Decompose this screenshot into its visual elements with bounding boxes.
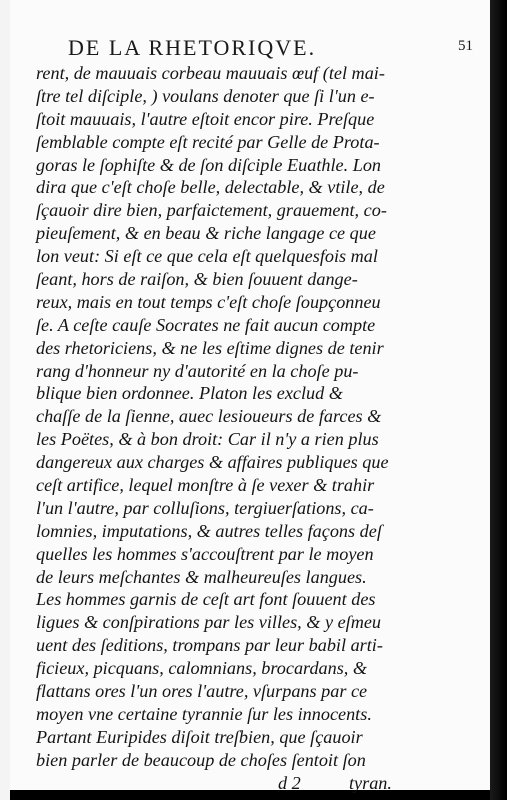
page-header bbox=[10, 35, 490, 63]
text-line: ſemblable compte eſt recité par Gelle de Prota- bbox=[36, 131, 380, 152]
text-line: pieuſement, & en beau & riche langage ce que bbox=[36, 223, 376, 244]
text-line: de leurs meſchantes & malheureuſes langues. bbox=[36, 566, 367, 587]
page-gutter bbox=[0, 0, 10, 800]
page-number: 51 bbox=[458, 38, 473, 54]
text-line: les Poëtes, & à bon droit: Car il n'y a rien plus bbox=[36, 429, 379, 450]
text-line: quelles les hommes s'accouſtrent par le moyen bbox=[36, 543, 374, 564]
text-line: Partant Euripides diſoit treſbien, que ſçauoir bbox=[36, 726, 363, 747]
running-title: DE LA RHETORIQVE. bbox=[68, 35, 317, 60]
text-line: chaſſe de la ſienne, auec lesioueurs de farces & bbox=[36, 406, 382, 427]
text-line: ſe. A ceſte cauſe Socrates ne fait aucun compte bbox=[36, 314, 376, 335]
text-line: goras le ſophiſte & de ſon diſciple Euathle. Lon bbox=[36, 154, 382, 175]
text-line: l'un l'autre, par colluſions, tergiuerſations, ca- bbox=[36, 497, 374, 518]
text-line: ſçauoir dire bien, parfaictement, grauement, co- bbox=[36, 200, 387, 221]
text-line: des rhetoriciens, & ne les eſtime dignes de tenir bbox=[36, 337, 384, 358]
body-text bbox=[36, 62, 486, 795]
text-line: dangereux aux charges & affaires publiques que bbox=[36, 452, 389, 473]
text-line: blique bien ordonnee. Platon les exclud & bbox=[36, 383, 343, 404]
signature-mark: d 2 bbox=[278, 772, 301, 793]
text-line: flattans ores l'un ores l'autre, vſurpans par ce bbox=[36, 681, 368, 702]
text-line: ſtre tel diſciple, ) voulans denoter que ſi l'un e- bbox=[36, 85, 375, 106]
text-line: ficieux, picquans, calomnians, brocardans, & bbox=[36, 658, 368, 679]
page-footer bbox=[36, 772, 486, 795]
text-line: rang d'honneur ny d'autorité en la choſe pu- bbox=[36, 360, 359, 381]
scan-edge bbox=[490, 0, 507, 800]
text-line: Les hommes garnis de ceſt art font ſouuent des bbox=[36, 589, 376, 610]
text-line: uent des ſeditions, trompans par leur babil arti- bbox=[36, 635, 383, 656]
catchword: tyran. bbox=[349, 772, 392, 793]
text-line: ſtoit mauuais, l'autre eſtoit encor pire. Preſque bbox=[36, 108, 375, 129]
text-line: lon veut: Si eſt ce que cela eſt quelquesfois mal bbox=[36, 246, 378, 267]
text-line: ſeant, hors de raiſon, & bien ſouuent dange- bbox=[36, 269, 358, 290]
text-line: moyen vne certaine tyrannie ſur les innocents. bbox=[36, 703, 372, 724]
text-line: bien parler de beaucoup de choſes ſentoit ſon bbox=[36, 749, 366, 770]
text-line: ligues & conſpirations par les villes, & y eſmeu bbox=[36, 612, 382, 633]
text-line: rent, de mauuais corbeau mauuais œuf (tel mai- bbox=[36, 63, 385, 83]
text-line: ceſt artifice, lequel monſtre à ſe vexer & trahir bbox=[36, 475, 375, 496]
book-page bbox=[10, 0, 490, 793]
text-line: lomnies, imputations, & autres telles façons deſ bbox=[36, 520, 382, 541]
text-line: dira que c'eſt choſe belle, delectable, & vtile, de bbox=[36, 177, 385, 198]
text-line: reux, mais en tout temps c'eſt choſe ſoupçonneu bbox=[36, 291, 381, 312]
